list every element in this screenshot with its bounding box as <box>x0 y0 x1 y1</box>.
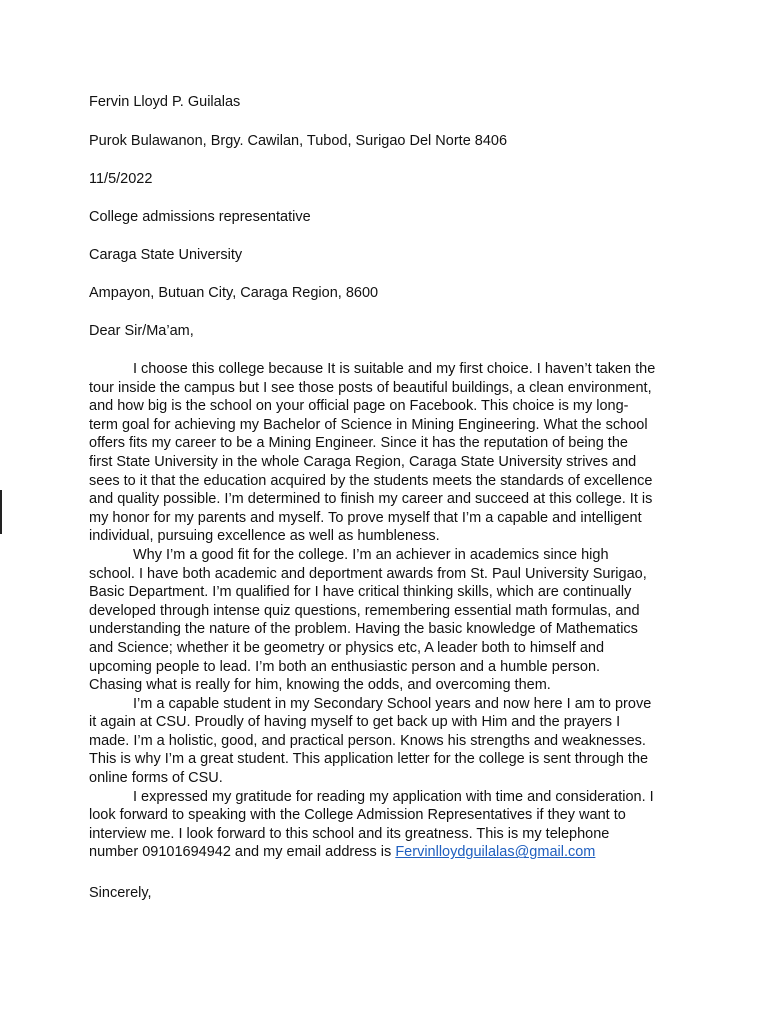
body-line: I expressed my gratitude for reading my application with time and consideration. I <box>133 788 654 805</box>
body-line: online forms of CSU. <box>89 770 223 787</box>
body-line: look forward to speaking with the College Admission Representatives if they want to <box>89 807 626 824</box>
body-line: I’m a capable student in my Secondary School years and now here I am to prove <box>133 695 652 712</box>
body-line: it again at CSU. Proudly of having myself to get back up with Him and the prayers I <box>89 714 621 731</box>
body-line: Why I’m a good fit for the college. I’m an achiever in academics since high <box>133 546 609 563</box>
contact-text: number 09101694942 and my email address is <box>89 844 396 861</box>
body-line: term goal for achieving my Bachelor of Science in Mining Engineering. What the school <box>89 416 648 433</box>
body-line: This is why I’m a great student. This application letter for the college is sent through the <box>89 751 649 768</box>
letter-date: 11/5/2022 <box>89 171 153 187</box>
sender-address: Purok Bulawanon, Brgy. Cawilan, Tubod, Surigao Del Norte 8406 <box>89 133 508 149</box>
body-line: made. I’m a holistic, good, and practical person. Knows his strengths and weaknesses. <box>89 732 646 749</box>
body-line: sees to it that the education acquired by the students meets the standards of excellence <box>89 472 653 489</box>
institution-name: Caraga State University <box>89 247 243 263</box>
email-link[interactable]: Fervinlloydguilalas@gmail.com <box>395 844 596 861</box>
body-line: Basic Department. I’m qualified for I have critical thinking skills, which are continually <box>89 584 632 601</box>
institution-address: Ampayon, Butuan City, Caraga Region, 8600 <box>89 285 379 301</box>
body-line: tour inside the campus but I see those posts of beautiful buildings, a clean environment, <box>89 379 652 396</box>
body-line-contact <box>89 843 681 862</box>
body-line: first State University in the whole Caraga Region, Caraga State University strives and <box>89 453 637 470</box>
recipient-title: College admissions representative <box>89 209 311 225</box>
body-line: individual, pursuing excellence as well as humbleness. <box>89 528 440 545</box>
body-line: and how big is the school on your official page on Facebook. This choice is my long- <box>89 398 629 415</box>
body-line: understanding the nature of the problem. Having the basic knowledge of Mathematics <box>89 621 638 638</box>
sender-name: Fervin Lloyd P. Guilalas <box>89 94 241 110</box>
body-line: school. I have both academic and deportment awards from St. Paul University Surigao, <box>89 565 647 582</box>
body-line: my honor for my parents and myself. To prove myself that I’m a capable and intelligent <box>89 509 642 526</box>
body-line: and Science; whether it be geometry or physics etc, A leader both to himself and <box>89 639 605 656</box>
salutation: Dear Sir/Ma’am, <box>89 323 194 339</box>
body-line: and quality possible. I’m determined to finish my career and succeed at this college. It is <box>89 491 653 508</box>
body-line: interview me. I look forward to this school and its greatness. This is my telephone <box>89 825 610 842</box>
body-line: developed through intense quiz questions, remembering essential math formulas, and <box>89 602 640 619</box>
body-line: upcoming people to lead. I’m both an enthusiastic person and a humble person. <box>89 658 601 675</box>
body-line: Chasing what is really for him, knowing the odds, and overcoming them. <box>89 677 551 694</box>
body-line: offers fits my career to be a Mining Engineer. Since it has the reputation of being the <box>89 435 628 452</box>
letter-body <box>89 360 681 862</box>
page-edge-mark <box>0 490 2 534</box>
closing: Sincerely, <box>89 885 152 901</box>
body-line: I choose this college because It is suitable and my first choice. I haven’t taken the <box>133 361 656 377</box>
